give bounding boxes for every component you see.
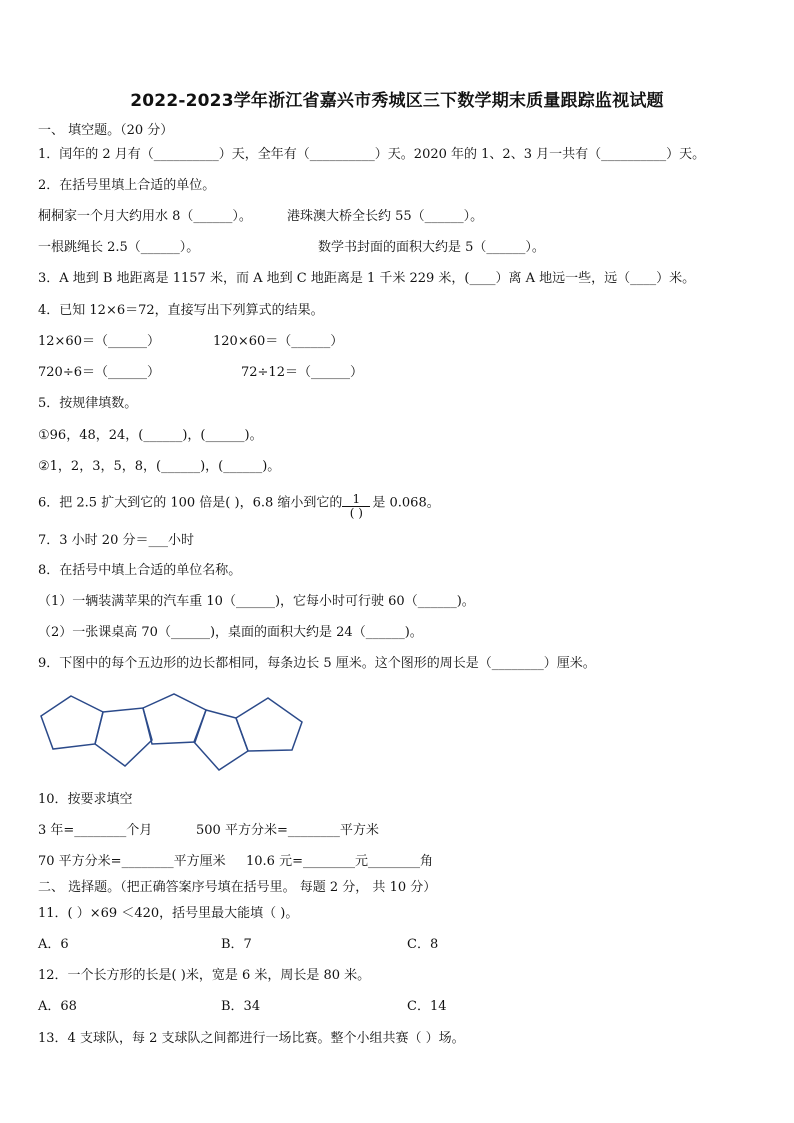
pentagon-1	[41, 696, 103, 749]
pentagon-5	[236, 698, 302, 751]
question-11-stem: 11．( ）×69 ＜420，括号里最大能填（ )。	[38, 906, 299, 921]
fraction-denominator: ( )	[349, 506, 363, 520]
question-4-c: 720÷6＝（______）	[38, 365, 160, 380]
section-1-heading: 一、 填空题。（20 分）	[38, 123, 174, 138]
question-13: 13．4 支球队，每 2 支球队之间都进行一场比赛。整个小组共赛（ ）场。	[38, 1031, 465, 1046]
question-4-stem: 4．已知 12×6＝72，直接写出下列算式的结果。	[38, 303, 324, 318]
question-4-b: 120×60＝（______）	[213, 334, 344, 349]
question-7: 7．3 小时 20 分＝___小时	[38, 533, 194, 548]
question-6-text: 6．把 2.5 扩大到它的 100 倍是( )，6.8 缩小到它的	[38, 495, 343, 511]
question-9: 9．下图中的每个五边形的边长都相同，每条边长 5 厘米。这个图形的周长是（________）厘米。	[38, 656, 596, 671]
question-1: 1．闰年的 2 月有（__________）天，全年有（__________）天。2020 年的 1、2、3 月一共有（__________）天。	[38, 147, 706, 162]
question-5-a: ①96，48，24，(______)，(______)。	[38, 428, 263, 443]
question-8-a: （1）一辆装满苹果的汽车重 10（______)，它每小时可行驶 60（______)。	[38, 594, 475, 609]
question-4-a: 12×60＝（______）	[38, 334, 160, 349]
question-8-b: （2）一张课桌高 70（______)，桌面的面积大约是 24（______)。	[38, 625, 423, 640]
question-2-c: 一根跳绳长 2.5（______）。	[38, 240, 200, 255]
question-8-stem: 8．在括号中填上合适的单位名称。	[38, 563, 242, 578]
option: B．7	[221, 937, 252, 952]
question-2-stem: 2．在括号里填上合适的单位。	[38, 178, 216, 193]
question-10-c: 70 平方分米=________平方厘米	[38, 854, 226, 869]
fraction	[342, 492, 372, 520]
pentagon-figure	[36, 688, 308, 778]
question-2-d: 数学书封面的面积大约是 5（______）。	[318, 240, 545, 255]
question-2-a: 桐桐家一个月大约用水 8（______）。	[38, 209, 252, 224]
question-10-d: 10.6 元=________元________角	[246, 854, 433, 869]
question-3: 3．A 地到 B 地距离是 1157 米，而 A 地到 C 地距离是 1 千米 229 米，(____）离 A 地远一些，远（____）米。	[38, 271, 696, 286]
question-5-stem: 5．按规律填数。	[38, 396, 138, 411]
question-10-stem: 10．按要求填空	[38, 792, 133, 807]
option: C．8	[407, 937, 439, 952]
pentagon-4	[194, 710, 248, 770]
question-6-tail: 是 0.068。	[372, 495, 440, 511]
question-10-a: 3 年=________个月	[38, 823, 153, 838]
question-6	[38, 492, 440, 520]
option: B．34	[221, 999, 261, 1014]
option: A．68	[38, 999, 77, 1014]
pentagon-2	[95, 708, 152, 766]
question-10-b: 500 平方分米=________平方米	[196, 823, 379, 838]
section-2-heading: 二、 选择题。（把正确答案序号填在括号里。 每题 2 分， 共 10 分）	[38, 880, 437, 895]
question-2-b: 港珠澳大桥全长约 55（______）。	[287, 209, 484, 224]
fraction-numerator: 1	[352, 492, 361, 506]
question-4-d: 72÷12＝（______）	[241, 365, 363, 380]
option: A．6	[38, 937, 69, 952]
page-title: 2022-2023学年浙江省嘉兴市秀城区三下数学期末质量跟踪监视试题	[130, 91, 664, 111]
option: C．14	[407, 999, 447, 1014]
question-5-b: ②1，2，3，5，8，(______)，(______)。	[38, 459, 281, 474]
question-12-stem: 12．一个长方形的长是( )米，宽是 6 米，周长是 80 米。	[38, 968, 371, 983]
